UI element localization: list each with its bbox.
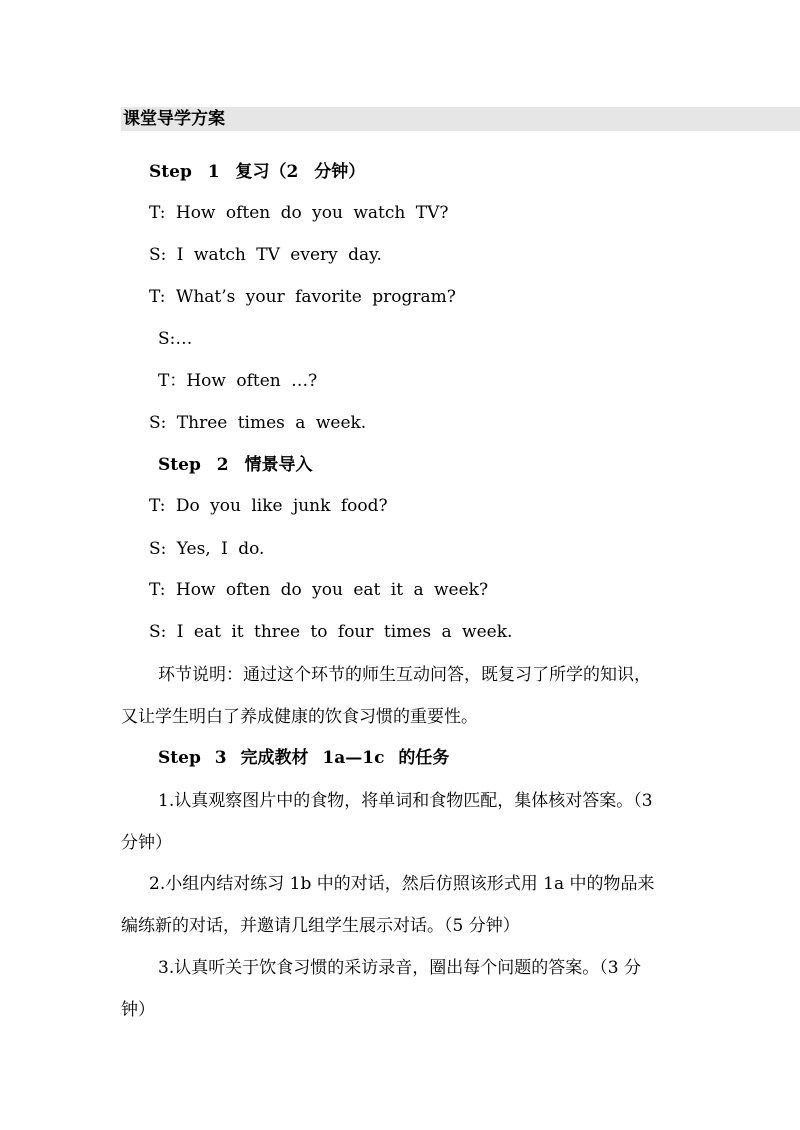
step3-heading: Step 3 完成教材 1a—1c 的任务 (158, 748, 450, 768)
step2-heading: Step 2 情景导入 (158, 455, 313, 475)
step2-dialogue-line: T: Do you like junk food? (149, 496, 388, 516)
step3-item: 钟） (121, 1000, 155, 1020)
step2-dialogue-line: S: Yes, I do. (149, 539, 265, 559)
step1-dialogue-line: S:… (158, 329, 193, 349)
step1-dialogue-line: T: What’s your favorite program? (149, 287, 456, 307)
step1-dialogue-line: S: Three times a week. (149, 413, 367, 433)
step1-dialogue-line: T: How often do you watch TV? (149, 203, 449, 223)
step2-note: 又让学生明白了养成健康的饮食习惯的重要性。 (121, 707, 478, 727)
step3-item: 3.认真听关于饮食习惯的采访录音，圈出每个问题的答案。（3 分 (158, 958, 641, 978)
step1-heading: Step 1 复习（2 分钟） (149, 162, 366, 182)
step1-dialogue-line: S: I watch TV every day. (149, 245, 382, 265)
step1-dialogue-line: T：How often …? (158, 371, 318, 391)
document-title: 课堂导学方案 (121, 107, 800, 131)
step3-item: 编练新的对话，并邀请几组学生展示对话。（5 分钟） (121, 916, 520, 936)
step3-item: 1.认真观察图片中的食物，将单词和食物匹配，集体核对答案。（3 (158, 791, 653, 811)
step2-dialogue-line: S: I eat it three to four times a week. (149, 622, 513, 642)
step2-dialogue-line: T: How often do you eat it a week? (149, 580, 489, 600)
step3-item: 分钟） (121, 833, 172, 853)
step2-note: 环节说明：通过这个环节的师生互动问答，既复习了所学的知识， (158, 665, 651, 685)
step3-item: 2.小组内结对练习 1b 中的对话，然后仿照该形式用 1a 中的物品来 (149, 874, 655, 894)
